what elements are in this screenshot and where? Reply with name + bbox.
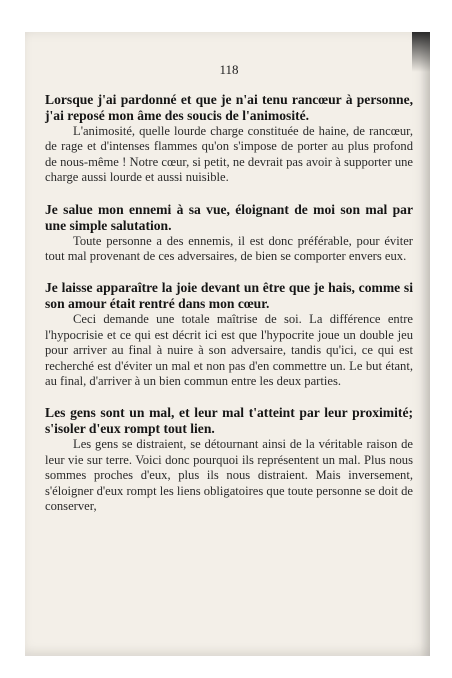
section-4 — [45, 405, 413, 514]
page-corner-shadow — [412, 32, 430, 72]
section-1 — [45, 92, 413, 186]
section-body: Toute personne a des ennemis, il est donc préférable, pour éviter tout mal provenant de ces adversaires, de bien se comporter envers eux. — [45, 233, 413, 264]
book-page — [25, 32, 430, 656]
section-heading: Je laisse apparaître la joie devant un être que je hais, comme si son amour était rentré dans mon cœur. — [45, 280, 413, 312]
section-heading: Les gens sont un mal, et leur mal t'atteint par leur proximité; s'isoler d'eux rompt tout lien. — [45, 405, 413, 437]
section-heading: Lorsque j'ai pardonné et que je n'ai tenu rancœur à personne, j'ai reposé mon âme des soucis de l'animosité. — [45, 92, 413, 123]
section-body: Les gens se distraient, se détournant ainsi de la véritable raison de leur vie sur terre. Voici donc pourquoi ils représentent un mal. Plus nous sommes proches d'eux, plus ils nous distraient. Mais inversement, s'éloigner d'eux rompt les liens obligatoires que toute personne se doit de conserver, — [45, 437, 413, 514]
section-body: Ceci demande une totale maîtrise de soi. La différence entre l'hypocrisie et ce qui est décrit ici est que l'hypocrite joue un double jeu pour arriver au final à nuire à son adversaire, tandis qu'ici, ce qui est recherché est d'éviter un mal et non pas d'en commettre un. Le but étant, au final, d'arriver à un bien commun entre les deux parties. — [45, 312, 413, 389]
section-3 — [45, 280, 413, 389]
section-body: L'animosité, quelle lourde charge constituée de haine, de rancœur, de rage et d'intenses flammes qu'on s'impose de porter au plus profond de nous-même ! Notre cœur, si petit, ne devrait pas avoir à supporter une charge aussi lourde et aussi nuisible. — [45, 124, 413, 185]
section-2 — [45, 202, 413, 265]
page-number: 118 — [219, 62, 239, 77]
page-content — [45, 62, 413, 531]
section-heading: Je salue mon ennemi à sa vue, éloignant de moi son mal par une simple salutation. — [45, 201, 413, 233]
page-edge-shadow — [420, 32, 430, 656]
